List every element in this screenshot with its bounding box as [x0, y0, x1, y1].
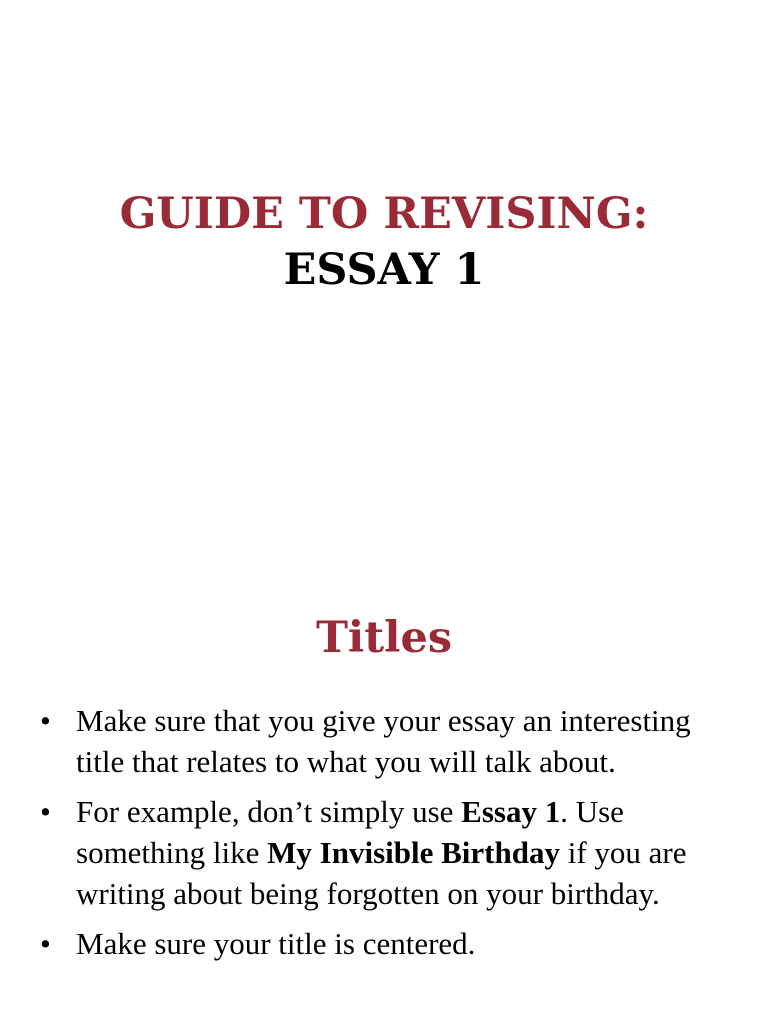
bullet-text — [76, 794, 687, 911]
section-heading: Titles — [315, 613, 453, 663]
bullet-icon: • — [40, 703, 51, 738]
bullet-text — [76, 926, 475, 961]
bullet-text-part: Make sure that you give your essay an interesting title that relates to what you will talk about. — [76, 703, 691, 779]
bullet-icon: • — [40, 926, 51, 961]
bullet-list — [0, 700, 768, 973]
bullet-text — [76, 703, 691, 779]
bullet-text-part: For example, don’t simply use — [76, 794, 462, 829]
bullet-item — [0, 700, 768, 782]
bullet-text-emphasis: My Invisible Birthday — [267, 835, 560, 870]
bullet-text-part: Make sure your title is centered. — [76, 926, 476, 961]
bullet-text-part: . Use something like — [76, 794, 624, 870]
bullet-text-emphasis: Essay 1 — [461, 794, 561, 829]
sub-title: ESSAY 1 — [283, 245, 485, 295]
bullet-item — [0, 791, 768, 914]
bullet-item — [0, 923, 768, 964]
bullet-icon: • — [40, 794, 51, 829]
bullet-text-part: if you are writing about being forgotten on your birthday. — [76, 835, 687, 911]
main-title: GUIDE TO REVISING: — [119, 189, 649, 239]
slide-title-block — [0, 186, 768, 298]
